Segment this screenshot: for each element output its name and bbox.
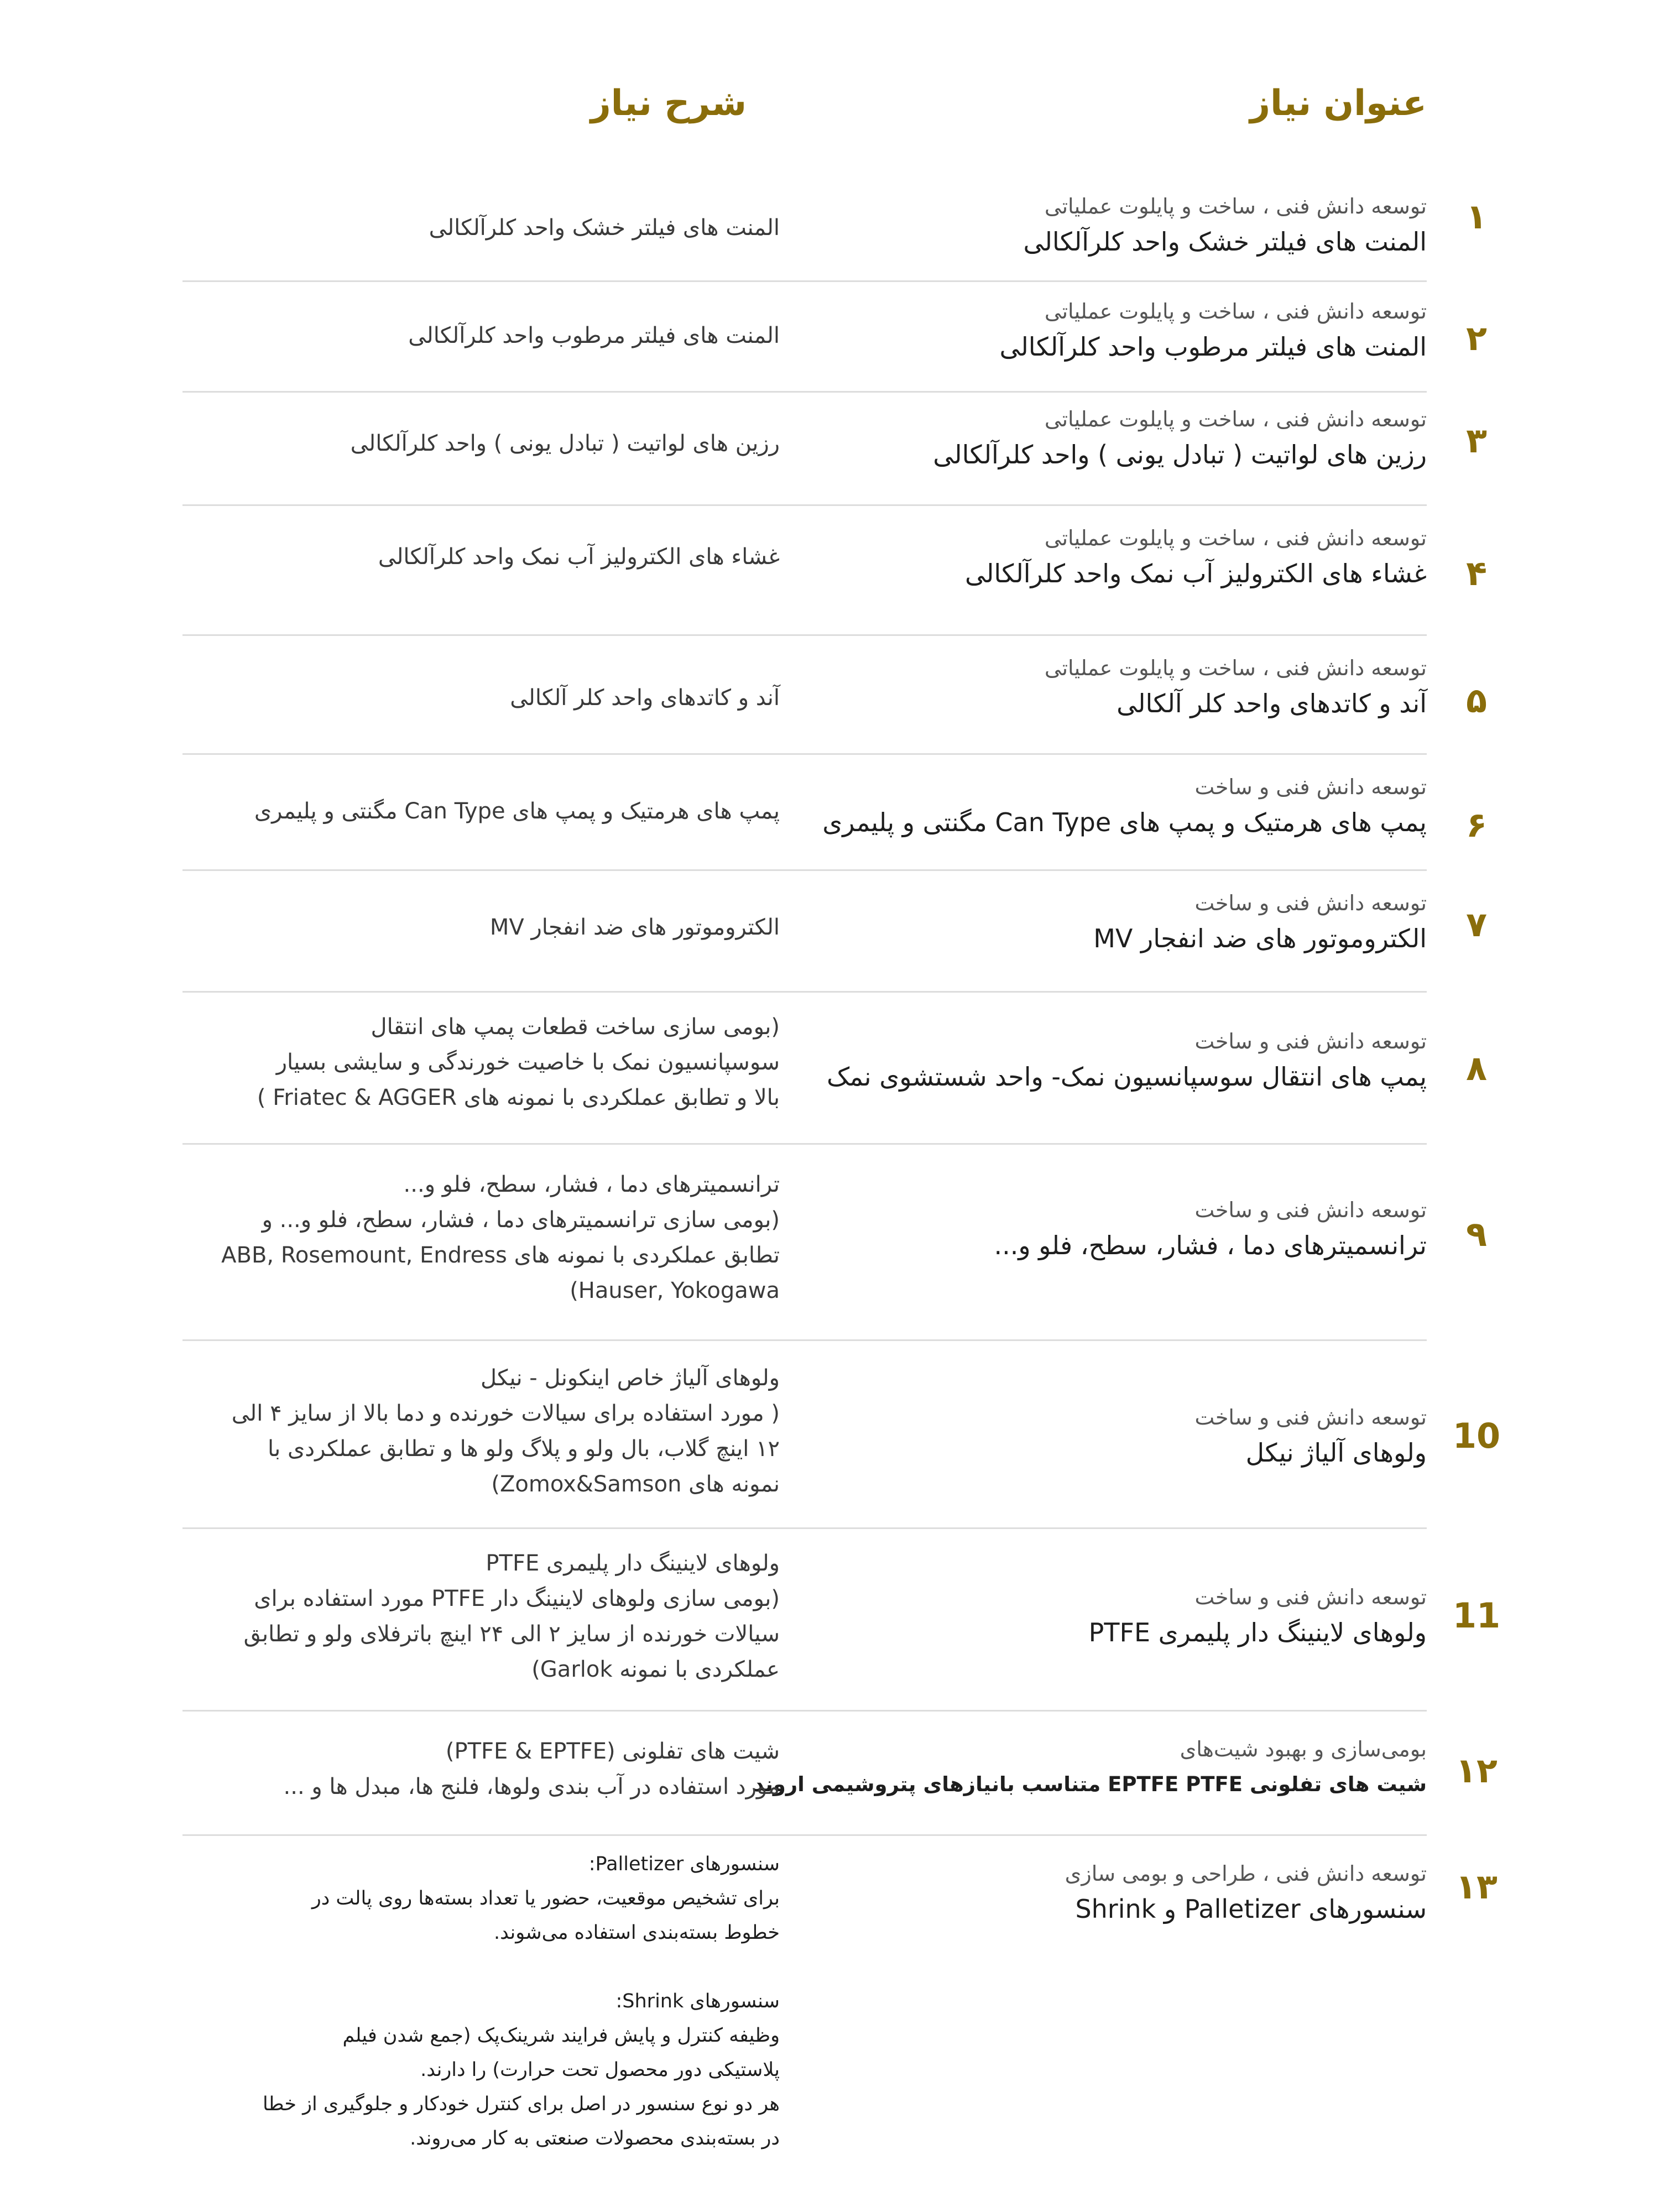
need-description — [194, 1734, 780, 1804]
need-title: ولوهای لاینینگ دار پلیمری PTFE — [1088, 1618, 1427, 1647]
description-line: ترانسمیترهای دما ، فشار، سطح، فلو و... — [403, 1172, 780, 1197]
description-line: عملکردی با نمونه Garlok) — [531, 1657, 780, 1682]
row-number: 10 — [1452, 1416, 1501, 1456]
description-line: سنسورهای Shrink: — [615, 1990, 780, 2012]
description-line: سوسپانسیون نمک با خاصیت خورندگی و سایشی بسیار — [276, 1050, 780, 1075]
need-description — [194, 210, 780, 246]
row-number: ۱۳ — [1455, 1866, 1498, 1907]
description-line: پمپ های هرمتیک و پمپ های Can Type مگنتی و پلیمری — [254, 799, 780, 824]
description-line: بالا و تطابق عملکردی با نمونه های Friatec & AGGER ) — [257, 1085, 780, 1110]
description-line: شیت های تفلونی (PTFE & EPTFE) — [445, 1739, 780, 1764]
need-description — [194, 1546, 780, 1687]
table-row — [182, 1341, 1501, 1529]
need-description — [194, 910, 780, 945]
need-title: ترانسمیترهای دما ، فشار، سطح، فلو و... — [994, 1230, 1427, 1260]
need-title: آند و کاتدهای واحد کلر آلکالی — [1117, 688, 1427, 718]
need-description — [194, 1167, 780, 1308]
row-number: ۲ — [1466, 318, 1487, 358]
row-number: 11 — [1452, 1595, 1501, 1636]
table-row — [182, 393, 1487, 506]
row-number: ۹ — [1466, 1214, 1487, 1254]
need-subtitle: توسعه دانش فنی ، طراحی و بومی سازی — [1065, 1861, 1427, 1886]
need-subtitle: توسعه دانش فنی ، ساخت و پایلوت عملیاتی — [1044, 656, 1427, 680]
row-number: ۱ — [1466, 196, 1487, 237]
need-title-block — [763, 1026, 1427, 1097]
table-row — [182, 755, 1487, 871]
description-line: ۱۲ اینچ گلاب، بال ولو و پلاگ ولو ها و تطابق عملکردی با — [267, 1436, 780, 1462]
title-column-header: عنوان نیاز — [1250, 83, 1427, 124]
description-line: در بسته‌بندی محصولات صنعتی به کار می‌روند. — [410, 2127, 780, 2150]
row-number: ۵ — [1466, 680, 1487, 721]
need-description — [194, 680, 780, 716]
row-number: ۳ — [1466, 420, 1487, 461]
need-title: سنسورهای Palletizer و Shrink — [1075, 1894, 1427, 1924]
description-line: پلاستیکی دور محصول تحت حرارت) را دارند. — [420, 2059, 780, 2081]
need-title: پمپ های انتقال سوسپانسیون نمک- واحد شستشوی نمک — [827, 1062, 1427, 1092]
need-subtitle: توسعه دانش فنی ، ساخت و پایلوت عملیاتی — [1044, 194, 1427, 218]
table-row — [182, 1712, 1498, 1836]
description-spacer — [194, 1950, 780, 1984]
description-line: (بومی سازی ترانسمیترهای دما ، فشار، سطح، فلو و... و — [262, 1207, 780, 1233]
need-subtitle: توسعه دانش فنی ، ساخت و پایلوت عملیاتی — [1044, 526, 1427, 550]
description-line: برای تشخیص موقعیت، حضور یا تعداد بسته‌ها روی پالت در — [311, 1887, 780, 1910]
need-subtitle: بومی‌سازی و بهبود شیت‌های — [1180, 1737, 1427, 1761]
description-column-header: شرح نیاز — [590, 83, 747, 124]
need-title-block — [763, 1194, 1427, 1265]
need-title: الکتروموتور های ضد انفجار MV — [1093, 924, 1427, 953]
need-title: المنت های فیلتر مرطوب واحد کلرآلکالی — [999, 332, 1427, 362]
need-title-block — [763, 404, 1427, 474]
need-description — [194, 1009, 780, 1115]
need-title-block — [763, 771, 1427, 842]
need-description — [194, 426, 780, 461]
description-line: غشاء های الکترولیز آب نمک واحد کلرآلکالی — [378, 544, 780, 570]
row-number: ۷ — [1466, 904, 1487, 945]
row-number: ۴ — [1466, 553, 1487, 593]
need-subtitle: توسعه دانش فنی و ساخت — [1194, 1198, 1427, 1222]
table-row — [182, 1836, 1498, 2190]
need-title-block — [753, 1734, 1427, 1804]
description-line: تطابق عملکردی با نمونه های ABB, Rosemount, Endress — [221, 1243, 780, 1268]
need-title-block — [763, 653, 1427, 723]
description-line: نمونه های Zomox&Samson) — [491, 1472, 780, 1497]
need-title-block — [763, 296, 1427, 367]
description-line: مورد استفاده در آب بندی ولوها، فلنج ها، مبدل ها و ... — [283, 1774, 780, 1799]
need-title: پمپ های هرمتیک و پمپ های Can Type مگنتی و پلیمری — [822, 807, 1427, 837]
need-description — [194, 318, 780, 353]
row-number: ۶ — [1466, 805, 1487, 845]
table-row — [182, 282, 1487, 393]
need-title-block — [763, 1402, 1427, 1473]
need-subtitle: توسعه دانش فنی و ساخت — [1194, 1405, 1427, 1430]
description-line: المنت های فیلتر مرطوب واحد کلرآلکالی — [408, 323, 780, 348]
table-row — [182, 506, 1487, 636]
need-description — [194, 1360, 780, 1502]
description-line: رزین های لواتیت ( تبادل یونی ) واحد کلرآلکالی — [350, 431, 780, 456]
table-row — [182, 871, 1487, 993]
need-subtitle: توسعه دانش فنی و ساخت — [1194, 891, 1427, 915]
need-title-block — [763, 1858, 1427, 1929]
row-number: ۸ — [1466, 1048, 1487, 1088]
description-line: وظیفه کنترل و پایش فرایند شرینک‌پک (جمع شدن فیلم — [342, 2025, 780, 2047]
table-row — [182, 993, 1487, 1145]
need-subtitle: توسعه دانش فنی و ساخت — [1194, 1585, 1427, 1609]
description-line: آند و کاتدهای واحد کلر آلکالی — [510, 685, 780, 711]
description-line: Hauser, Yokogawa) — [570, 1278, 780, 1303]
description-line: سیالات خورنده از سایز ۲ الی ۲۴ اینچ باترفلای ولو و تطابق — [243, 1621, 780, 1647]
description-line: ولوهای آلیاژ خاص اینکونل - نیکل — [481, 1365, 780, 1391]
need-subtitle: توسعه دانش فنی و ساخت — [1194, 775, 1427, 799]
description-line: (بومی سازی ولوهای لاینینگ دار PTFE مورد استفاده برای — [254, 1586, 780, 1611]
row-number: ۱۲ — [1455, 1750, 1498, 1791]
need-subtitle: توسعه دانش فنی ، ساخت و پایلوت عملیاتی — [1044, 407, 1427, 431]
table-row — [182, 1145, 1487, 1341]
description-line: هر دو نوع سنسور در اصل برای کنترل خودکار و جلوگیری از خطا — [262, 2093, 780, 2115]
description-line: المنت های فیلتر خشک واحد کلرآلکالی — [429, 215, 780, 241]
description-line: سنسورهای Palletizer: — [588, 1853, 780, 1875]
need-title: رزین های لواتیت ( تبادل یونی ) واحد کلرآلکالی — [933, 440, 1427, 469]
need-title-block — [763, 888, 1427, 958]
description-line: الکتروموتور های ضد انفجار MV — [489, 915, 780, 940]
description-line: ولوهای لاینینگ دار پلیمری PTFE — [486, 1551, 780, 1576]
need-description — [194, 539, 780, 575]
need-title: غشاء های الکترولیز آب نمک واحد کلرآلکالی — [964, 559, 1427, 588]
need-subtitle: توسعه دانش فنی و ساخت — [1194, 1029, 1427, 1053]
need-title: شیت های تفلونی EPTFE PTFE متناسب بانیازهای پتروشیمی اروند — [753, 1772, 1427, 1796]
need-title-block — [763, 191, 1427, 262]
need-title-block — [763, 1582, 1427, 1652]
description-line: خطوط بسته‌بندی استفاده می‌شوند. — [493, 1922, 780, 1944]
description-line: ( مورد استفاده برای سیالات خورنده و دما بالا از سایز ۴ الی — [231, 1401, 780, 1426]
need-description — [194, 794, 780, 829]
need-title-block — [763, 523, 1427, 593]
need-subtitle: توسعه دانش فنی ، ساخت و پایلوت عملیاتی — [1044, 299, 1427, 324]
table-row — [182, 177, 1487, 282]
table-row — [182, 1529, 1501, 1712]
table-row — [182, 636, 1487, 755]
description-line: (بومی سازی ساخت قطعات پمپ های انتقال — [371, 1014, 780, 1040]
need-title: المنت های فیلتر خشک واحد کلرآلکالی — [1023, 227, 1427, 257]
need-title: ولوهای آلیاژ نیکل — [1245, 1438, 1427, 1468]
need-description — [194, 1847, 780, 2156]
